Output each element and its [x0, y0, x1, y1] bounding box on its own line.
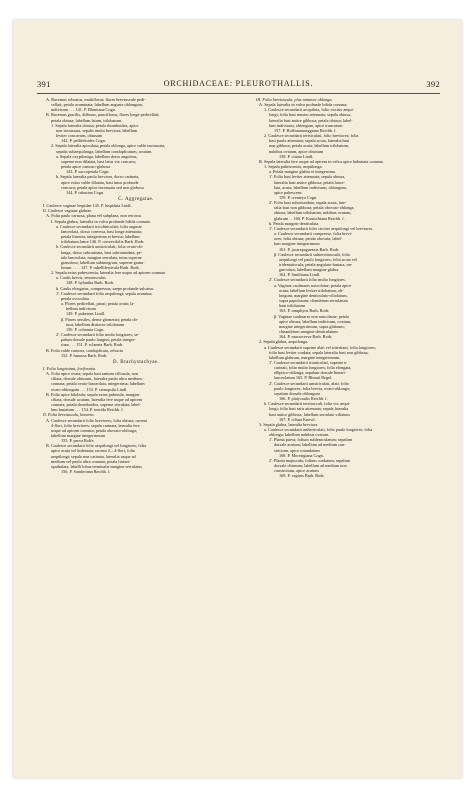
text-line: longi; folia basi sensim attenuata; sepala obtusa,	[269, 112, 352, 118]
text-line: losum . . . . 147. P. rubellifestivala Barb. Rodr.	[61, 265, 140, 270]
text-line: 155. P. parva Rolfe.	[61, 438, 95, 444]
text-line: basi paulo attenuata; sepala acuta, lateralia basi	[269, 138, 350, 144]
text-line: spathulata; labelli lobus terminalis margine serrulatus	[51, 463, 142, 469]
text-line: A. Caulesce secundarii folio breviores; folia obtusa; racemi	[46, 417, 148, 423]
text-line: bellum indivisum	[66, 306, 96, 312]
text-line: lateralia basi antice gibbosa; petala obtusa; label-	[269, 117, 353, 123]
text-line: 1. Sepala lateralia obtusa; petala rhomboidea, apice	[51, 122, 139, 128]
text-line: 2'. Caulesce secundarii unistriculati, alati; folio	[269, 380, 349, 386]
text-line: I. Caulesce vaginae hispidae 145. P. hispidata Lindl.	[43, 203, 132, 209]
text-line: dorsale obtusum; labellum ad medium non	[274, 463, 347, 469]
page-header	[37, 79, 440, 91]
text-line: glabrum . . 160. P. Kautschiana Reichb. f.	[274, 215, 345, 221]
text-line: sepalum dorsale oblongum	[274, 390, 320, 396]
text-line: 169. P. vaginis Barb. Rodr.	[279, 473, 325, 479]
text-line: 2'. Caulesce secundarii folio multo longiores.	[269, 277, 346, 283]
text-line: petala obtusa; labellum latum, trilobatum.	[51, 117, 123, 123]
text-line: nubibus ovatum, apice obtusum	[269, 148, 324, 154]
text-line: lanceolata, dorso convexa, basi longe attenuata;	[61, 228, 143, 234]
text-line: a. Caulesce secundarii compresso, folia brevi-	[274, 231, 353, 237]
text-line: longi; folia basi satis attenuata; sepala lateralia	[269, 406, 349, 412]
text-line: apice extus valde dilatata, basi intus profunde	[61, 179, 139, 185]
text-line: b. Caulesce secundarii unistriculati; folia ovato-ob-	[56, 244, 144, 250]
text-line: lata, acuta; labellum indivisum, oblongum,	[274, 184, 347, 190]
text-line: lanceolatum 165. P. Blumii Regel.	[274, 375, 333, 381]
text-line: ciliata, dorsale obtusum, lateralia paulo ultra medium	[51, 376, 142, 382]
text-line: 163. P. ramphyos Barb. Rodr.	[279, 308, 330, 314]
text-line: a. Vaginae caulinares nascolatae; petala apice	[274, 282, 352, 288]
text-line: usque ad apicem connata; petala obovato-oblonga;	[51, 427, 138, 433]
text-line: 1'. Planta parva; folium subleniculatum; sepalum	[269, 437, 353, 443]
text-line: 149. P. pubetens Lindl.	[66, 311, 105, 317]
text-line: petala linearia, integerrima et brevia; labellum	[61, 234, 140, 240]
text-line: apice pubescens	[274, 189, 302, 195]
section-heading: D. Brachystachyae.	[112, 359, 160, 365]
text-line: labellum glabrum, margine integerrimum.	[269, 354, 341, 360]
text-line: A. Folia paulo carnosa, plana vel subplana, non retrorsa.	[46, 213, 142, 219]
text-line: 152. P. hamosa Barb. Rodr.	[61, 352, 108, 358]
text-line: basi antice gibbosa; labellum serrulato-ciliatum	[269, 411, 350, 417]
text-line: β. Caulesce secundarii subteretiuscuali, folio	[274, 251, 351, 257]
text-line: a. Sepala oxypiloniga, labellum dorso angulosa,	[56, 153, 138, 159]
text-line: 158. P. cittata Lindl.	[279, 153, 314, 159]
text-line: 1'. Caulesce secundarii folio circiter aequilongi vel breviores.	[269, 225, 374, 231]
text-line: paulo longiores; folia brevia, ovato-oblonga;	[274, 385, 350, 391]
text-line: 1. Caulesce secundarii arcipilota, folio circiter aequi-	[264, 107, 355, 113]
text-line: 167. P. ciliata Knowl.	[279, 416, 316, 422]
text-line: lum margine integerrimum	[274, 241, 320, 247]
text-line: haut trilobatum	[279, 303, 306, 309]
text-line: 164. P. macrocerva Barb. Rodr.	[279, 334, 333, 340]
text-line: 2. Sepala glabra, aequilonga.	[259, 339, 309, 345]
text-line: longum, margine denticulato-ciliolatum,	[279, 292, 348, 298]
text-line: tusa; labellum distincte trilobatum	[66, 321, 125, 327]
text-line: I. Folia longissima, loriformia.	[43, 365, 96, 371]
text-line: tala lanceolata, margine serrulata, intus superne	[61, 254, 142, 260]
text-line: clinandrium margine denticulatum	[279, 329, 338, 335]
text-line: B. Caulesce secundarii folio aequilongi vel longiores; folia	[46, 443, 147, 449]
right-text-column	[256, 97, 442, 479]
text-line: margine integerrimum, supra glabrum;	[279, 323, 345, 329]
text-line: ciliata, dorsale acutum, lateralia fere usque ad apicem	[51, 396, 143, 402]
text-line: I. Sepala glabra, lateralia in valva profunde bifida connata.	[51, 218, 151, 224]
book-page	[13, 20, 462, 778]
text-line: acuta; labellum leviter trilobatum, ob-	[279, 287, 344, 293]
text-line: lum indivisum, oblongum, apice truncatum	[269, 122, 343, 128]
text-line: B. Folia valde carnosa, conduplicata, refracta	[46, 347, 123, 353]
text-line: β. Vaginae caulinares non nascolatae; petala	[274, 313, 349, 319]
text-line: A. Racemus robustus, multiflorus; flores breviuscule pedi-	[46, 97, 146, 102]
text-line: leviter concavum, obtusum	[56, 133, 103, 139]
left-page-number: 391	[37, 79, 51, 89]
text-line: A. Sepala lateralia in valva profunde bifida connata.	[259, 102, 348, 108]
text-line: II. Caulesce vaginae glabrae.	[43, 208, 93, 214]
text-line: II. Folia breviuscula, linearia.	[43, 412, 95, 418]
text-line: a. Caulesce secundarii tricoliniculati; folia anguste	[56, 223, 142, 229]
text-line: 159. P. crenteya Cogn.	[279, 194, 318, 200]
text-line: apice acuta vel bidentata; racemi 2—4-flori, folio	[51, 448, 136, 454]
text-line: 162. P. Smithiana Lindl.	[279, 272, 321, 278]
running-title: ORCHIDACEAE: PLEUROTHALLIS.	[163, 79, 314, 88]
text-line: guiculata; labellum margine glabra.	[279, 267, 340, 273]
text-line: rima . . . 151. P. sclaneta Barb. Rodr.	[61, 342, 124, 348]
text-line: sepalis subaequilonga; labellum conduplicatum, acutum.	[56, 148, 153, 154]
text-line: b. Caulis elongatus, compressus, saepe profunde sulcatus.	[56, 285, 155, 291]
text-line: non gibbosa; petala acuta; labellum trilobatum,	[269, 143, 350, 149]
text-line: 157. P. Hoffmannseggiana Reichb. f.	[274, 127, 337, 133]
text-line: a. Caulesce secundarii superne alati vel triteritani, folio longiores;	[264, 344, 376, 350]
text-line: b. Caulesce secundarii teretiusculi, folio vix aequi-	[264, 401, 351, 407]
text-line: 3. Sepala glabra, lateralia breviora.	[259, 421, 319, 427]
text-line: 150. P. ochranta Cogn.	[66, 326, 105, 332]
text-line: aequilongi vel paulo longiores; folia acuta vel	[279, 256, 357, 262]
text-line: β. Flores sessiles, dense glomerati; petala ob-	[61, 316, 138, 322]
text-line: 156. P. Sonderiana Reichb. f.	[61, 469, 111, 475]
text-line: 166. P. platycaulis Reichb. f.	[279, 396, 328, 402]
section-heading: C. Aggregatae.	[118, 196, 154, 202]
text-line: aequilongi; sepala non carinata, lateralia usque ad	[51, 453, 136, 459]
text-line: indivisum . . . 141. P. Bluntiana Cogn.	[51, 107, 116, 113]
text-line: carinati, folio multo longiores; folia elongata,	[274, 365, 352, 371]
text-line: constrictum, apice acutum	[274, 468, 319, 474]
text-line: ores; folia obtusa; petala obovata; label-	[274, 236, 343, 242]
text-line: 161. P. jacarepaguensis Barb. Rodr.	[279, 246, 340, 252]
text-line: 168. P. Moreirgiana Cogn.	[279, 452, 324, 458]
text-line: a. Flores pedicellati, pausi; petala acuta; la-	[61, 301, 135, 307]
text-line: trilobatum.lance 146. P. convexifolia Barb. Rodr.	[61, 239, 145, 245]
text-line: petala apice carnoso-globosa	[61, 164, 111, 170]
text-line: 144. P. tabacina Cogn.	[66, 189, 105, 195]
text-line: a. Petala margine glabra et integerrima.	[269, 169, 336, 175]
text-line: concava; petala apice incrassata sed non globosa	[61, 184, 144, 190]
text-line: cellati; petala acuminata; labellum anguste oblongum,	[51, 102, 143, 108]
text-line: strictum, apice rotundatum	[274, 447, 320, 453]
text-line: 1. Sepala pubescentia, aequilonga.	[264, 164, 323, 170]
text-line: 1'. Caulesce secundarii triarticulati, superne tr	[269, 359, 347, 365]
text-line: 4-flori, folio breviores; sepala carinata, lateralia fere	[51, 422, 140, 428]
text-line: B. Racemus gracilis, diffusus, pauciflorus; flores longe pedicellati;	[46, 112, 160, 118]
header-rule	[37, 93, 440, 94]
text-line: 148. P. hylantha Barb. Rodr.	[66, 280, 114, 286]
text-line: 2'. Planta majuscula; folium cordatum; sepalum	[269, 457, 351, 463]
right-page-number: 392	[426, 79, 440, 89]
text-line: dorsale acutum; labellum ad medium con-	[274, 442, 346, 448]
text-line: connata; petala rhomboidea, superne serrulata; label-	[51, 402, 141, 408]
text-line: 143. P. saccopetala Cogn.	[66, 169, 110, 175]
text-line: tridentatiscula; petala angulato-hastata, un-	[279, 262, 353, 267]
text-line: ovato-oblongum . . . 153. P. stenopsila Lindl.	[51, 386, 128, 392]
text-line: oblonga; labellum nubibus ovatum.	[269, 432, 330, 438]
text-line: 2'. Folia basi subrotundata; sepala acuta, late-	[269, 200, 347, 206]
text-line: ralia basi non gibbosa; petala obovato-oblonga,	[274, 205, 355, 211]
text-line: 1'. Caulesce secundarii folio aequilongi; sepala acumina;	[56, 290, 153, 296]
text-line: longa, dorso subcarinata, basi subrotundata; pe-	[61, 249, 143, 255]
text-line: b. Sepala lateralia paulo breviora, dorso carinata,	[56, 174, 140, 180]
text-line: III. Folia breviuscula, plus minusve oblonga.	[256, 97, 333, 102]
text-line: granuloso; labellum subintegrum, superne granu-	[61, 259, 145, 265]
left-text-column	[43, 97, 229, 474]
text-line: non incrassata, sepalis multo breviora; labellum	[56, 127, 138, 133]
text-line: B. Sepala lateralia fere usque ad apicem in valva apice bidentata connata.	[259, 158, 384, 164]
text-line: lum hastatum . . . 154. P. tourida Reichb. f.	[51, 407, 124, 413]
text-line: labellum margine integerrimum	[51, 433, 105, 438]
text-line: connata; petala ovato-lanceolata, integerrima; labellum	[51, 381, 145, 387]
text-line: 1'. Folia basi leviter attenuata; sepala obtusa,	[269, 174, 346, 180]
text-line: 2. Caulesce secundarii tereticulati, folio breviores; folia	[264, 133, 359, 139]
text-line: a. Caulis brevis, tenuiusculus	[56, 275, 106, 281]
text-line: medium vel paulo ultra connata; petala lineari-	[51, 458, 131, 464]
text-line: obtusa; labellum trilobatum, nubibus ovatum,	[274, 210, 352, 216]
text-line: lateralia basi antice gibbosa; petala lance-	[274, 179, 345, 185]
text-line: a. Caulesce secundarii unilarticulati, folio paulo longiores; folia	[264, 427, 373, 432]
text-line: 2. Sepala lateralia apiculata; petala oblonga, apice valde incrassata,	[51, 143, 166, 149]
text-line: elliptico-oblonga; sepalum dorsale lineari-	[274, 370, 347, 376]
text-line: folia basi leviter cordata; sepala lateralia basi non gibbosa;	[269, 349, 369, 355]
text-line: petala ovoculata.	[61, 295, 90, 301]
text-line: superne non dilatata, basi latus vix concava;	[61, 158, 136, 164]
text-line: supra papulosum; cliandrium serrulatum	[279, 298, 348, 304]
text-line: palum dorsale paulo longius; petala integer-	[61, 337, 136, 343]
text-line: apice obtusa; labellum indivisum, ovatum,	[279, 318, 352, 324]
text-line: B. Folia apice bilobula; sepala extus puberula, margine	[46, 391, 140, 397]
text-line: A. Folia apice ovata; sepala basi tantum villosula, non	[46, 371, 139, 377]
text-line: b. Petala margine denticulata.	[269, 220, 320, 226]
text-line: 2. Sepala extus pubescentia, lateralia fere usque ad apicem connata.	[51, 270, 166, 276]
text-line: 2'. Caulesce secundarii folio multo longiores; se-	[56, 332, 140, 338]
text-line: 142. P. pellifeloides Cogn.	[61, 138, 106, 144]
